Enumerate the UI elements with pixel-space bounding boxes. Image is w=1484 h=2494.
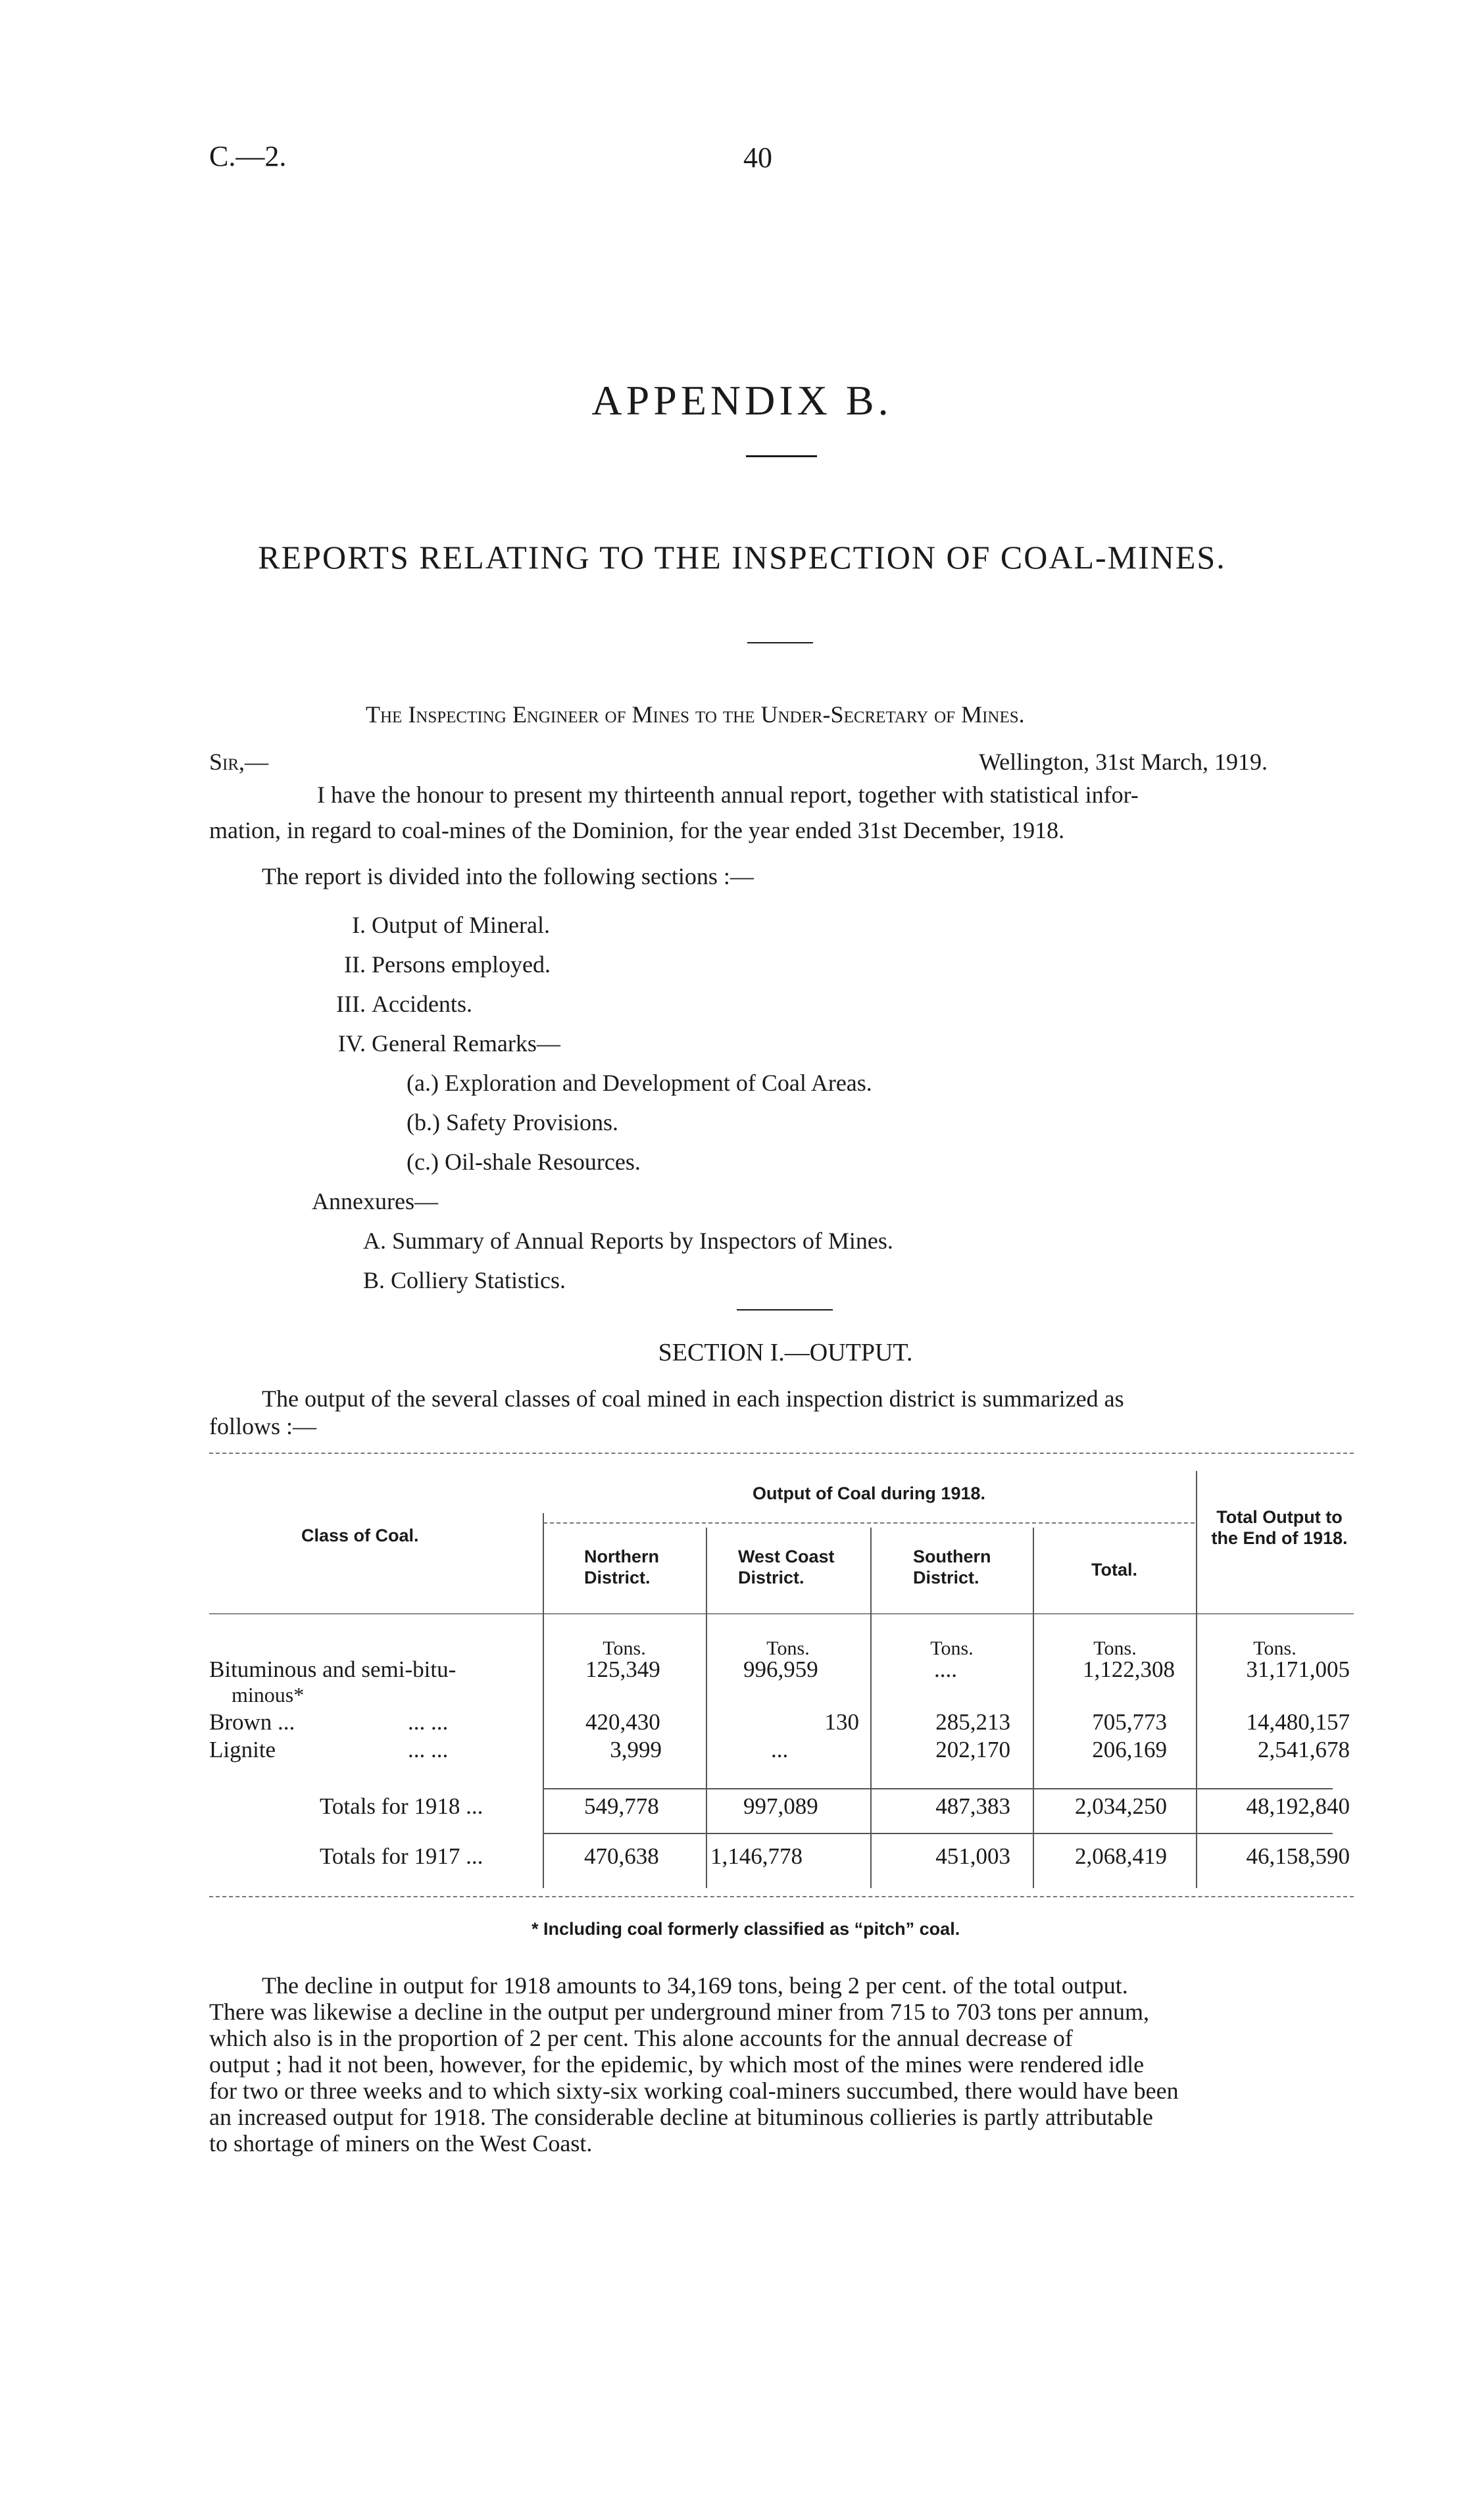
table-footnote: * Including coal formerly classified as “pitch” coal.: [532, 1919, 960, 1939]
cell-total: 2,068,419: [1075, 1843, 1167, 1869]
list-item: B. Colliery Statistics.: [363, 1267, 566, 1293]
cell-westcoast: 997,089: [743, 1793, 818, 1819]
document-reference: C.—2.: [209, 140, 287, 172]
cell-northern: 3,999: [610, 1737, 662, 1762]
unit-label: Tons.: [1093, 1637, 1137, 1659]
report-title: REPORTS RELATING TO THE INSPECTION OF COAL-MINES.: [258, 539, 1226, 576]
list-item: I. Output of Mineral.: [352, 912, 550, 938]
table-header-border: [209, 1613, 1354, 1614]
section-intro-line-1: The output of the several classes of coal mined in each inspection district is summarized as: [262, 1385, 1124, 1412]
cell-total: 705,773: [1092, 1709, 1167, 1735]
unit-label: Tons.: [1253, 1637, 1297, 1659]
cell-southern: 451,003: [935, 1843, 1010, 1869]
list-item: (a.) Exploration and Development of Coal Areas.: [407, 1070, 872, 1096]
cell-southern: 487,383: [935, 1793, 1010, 1819]
list-item: (b.) Safety Provisions.: [407, 1109, 618, 1135]
table-top-border: [209, 1453, 1354, 1454]
appendix-title: APPENDIX B.: [591, 377, 893, 424]
paragraph-line: output ; had it not been, however, for the epidemic, by which most of the mines were rendered idle: [209, 2051, 1145, 2078]
cell-westcoast: 130: [824, 1709, 859, 1735]
table-bottom-border: [209, 1896, 1354, 1897]
cell-southern: 285,213: [935, 1709, 1010, 1735]
col-header-class: Class of Coal.: [301, 1526, 419, 1545]
list-item: A. Summary of Annual Reports by Inspectors of Mines.: [363, 1228, 893, 1254]
paragraph-line: There was likewise a decline in the output per underground miner from 715 to 703 tons per annum,: [209, 1999, 1149, 2025]
unit-label: Tons.: [603, 1637, 646, 1659]
letter-from-to: The Inspecting Engineer of Mines to the Under-Secretary of Mines.: [366, 701, 1025, 728]
paragraph-line: to shortage of miners on the West Coast.: [209, 2130, 593, 2157]
paragraph-line: an increased output for 1918. The considerable decline at bituminous collieries is partly attributable: [209, 2104, 1153, 2130]
col-header-total: Total.: [1091, 1560, 1137, 1580]
col-header-westcoast: West Coast District.: [738, 1547, 835, 1587]
divided-text: The report is divided into the following sections :—: [262, 863, 754, 889]
row-leader-dots: ... ...: [408, 1709, 449, 1735]
cell-southern: 202,170: [935, 1737, 1010, 1762]
unit-label: Tons.: [930, 1637, 974, 1659]
group-header-border: [543, 1522, 1195, 1524]
cell-to-end: 48,192,840: [1246, 1793, 1350, 1819]
intro-line-2: mation, in regard to coal-mines of the Dominion, for the year ended 31st December, 1918.: [209, 817, 1065, 843]
col-header-northern: Northern District.: [584, 1547, 659, 1587]
row-label: Bituminous and semi-bitu-: [209, 1657, 457, 1682]
cell-westcoast: ...: [771, 1737, 789, 1762]
cell-westcoast: 1,146,778: [710, 1843, 803, 1869]
place-date: Wellington, 31st March, 1919.: [979, 749, 1268, 775]
cell-to-end: 46,158,590: [1246, 1843, 1350, 1869]
list-item: II. Persons employed.: [344, 951, 551, 978]
annexures-label: Annexures—: [312, 1188, 438, 1214]
unit-label: Tons.: [766, 1637, 810, 1659]
list-item: III. Accidents.: [336, 991, 472, 1017]
cell-westcoast: 996,959: [743, 1657, 818, 1682]
row-label: Brown ...: [209, 1709, 295, 1735]
cell-northern: 470,638: [584, 1843, 659, 1869]
row-label-continued: minous*: [232, 1683, 305, 1707]
cell-total: 1,122,308: [1083, 1657, 1175, 1682]
cell-total: 2,034,250: [1075, 1793, 1167, 1819]
col-header-total-output: Total Output to the End of 1918.: [1211, 1507, 1348, 1548]
paragraph-line: The decline in output for 1918 amounts to 34,169 tons, being 2 per cent. of the total output.: [262, 1972, 1128, 1999]
group-header: Output of Coal during 1918.: [752, 1484, 985, 1503]
section-intro-line-2: follows :—: [209, 1413, 317, 1439]
totals-label: Totals for 1917 ...: [320, 1843, 483, 1869]
totals-border: [543, 1788, 1333, 1789]
paragraph-line: which also is in the proportion of 2 per cent. This alone accounts for the annual decrease of: [209, 2025, 1073, 2051]
col-divider: [543, 1513, 544, 1888]
section-title: SECTION I.—OUTPUT.: [658, 1339, 913, 1366]
intro-line-1: I have the honour to present my thirteenth annual report, together with statistical infor-: [317, 782, 1139, 808]
list-item: IV. General Remarks—: [337, 1030, 560, 1057]
totals-border: [543, 1833, 1333, 1834]
cell-northern: 549,778: [584, 1793, 659, 1819]
row-leader-dots: ... ...: [408, 1737, 449, 1762]
closing-paragraph: [209, 1972, 1367, 2157]
cell-northern: 125,349: [585, 1657, 660, 1682]
paragraph-line: for two or three weeks and to which sixty-six working coal-miners succumbed, there would have been: [209, 2078, 1179, 2104]
cell-to-end: 14,480,157: [1246, 1709, 1350, 1735]
row-label: Lignite: [209, 1737, 276, 1762]
cell-total: 206,169: [1092, 1737, 1167, 1762]
cell-northern: 420,430: [585, 1709, 660, 1735]
list-item: (c.) Oil-shale Resources.: [407, 1149, 641, 1175]
cell-to-end: 2,541,678: [1258, 1737, 1350, 1762]
col-header-southern: Southern District.: [913, 1547, 991, 1587]
cell-to-end: 31,171,005: [1246, 1657, 1350, 1682]
cell-southern: ....: [934, 1657, 957, 1682]
salutation: Sir,—: [209, 749, 269, 775]
page-number: 40: [743, 141, 772, 174]
totals-label: Totals for 1918 ...: [320, 1793, 483, 1819]
